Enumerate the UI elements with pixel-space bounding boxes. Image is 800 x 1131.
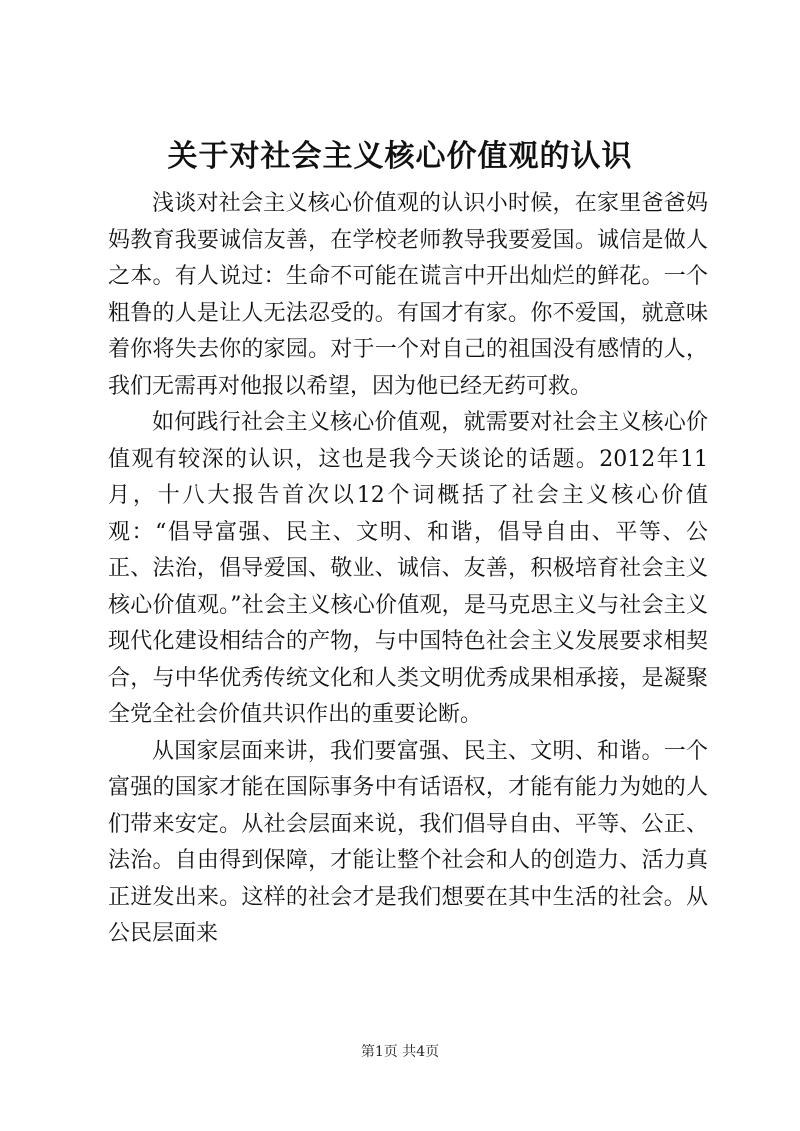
paragraph-1: 浅谈对社会主义核心价值观的认识小时候，在家里爸爸妈妈教育我要诚信友善，在学校老师教导我要爱国。诚信是做人之本。有人说过：生命不可能在谎言中开出灿烂的鲜花。一个粗鲁的人是让人无法忍受的。有国才有家。你不爱国，就意味着你将失去你的家园。对于一个对自己的祖国没有感情的人，我们无需再对他报以希望，因为他已经无药可救。 — [108, 191, 708, 399]
document-title: 关于对社会主义核心价值观的认识 — [167, 139, 633, 174]
paragraph-3: 从国家层面来讲，我们要富强、民主、文明、和谐。一个富强的国家才能在国际事务中有话语权，才能有能力为她的人们带来安定。从社会层面来说，我们倡导自由、平等、公正、法治。自由得到保障，才能让整个社会和人的创造力、活力真正迸发出来。这样的社会才是我们想要在其中生活的社会。从公民层面来 — [108, 738, 708, 946]
page-footer: 第1页 共4页 — [360, 1044, 440, 1060]
paragraph-2: 如何践行社会主义核心价值观，就需要对社会主义核心价值观有较深的认识，这也是我今天谈论的话题。2012年11月，十八大报告首次以12个词概括了社会主义核心价值观：“倡导富强、民主、文明、和谐，倡导自由、平等、公正、法治，倡导爱国、敬业、诚信、友善，积极培育社会主义核心价值观。”社会主义核心价值观，是马克思主义与社会主义现代化建设相结合的产物，与中国特色社会主义发展要求相契合，与中华优秀传统文化和人类文明优秀成果相承接，是凝聚全党全社会价值共识作出的重要论断。 — [108, 410, 708, 727]
document-body — [108, 186, 708, 953]
